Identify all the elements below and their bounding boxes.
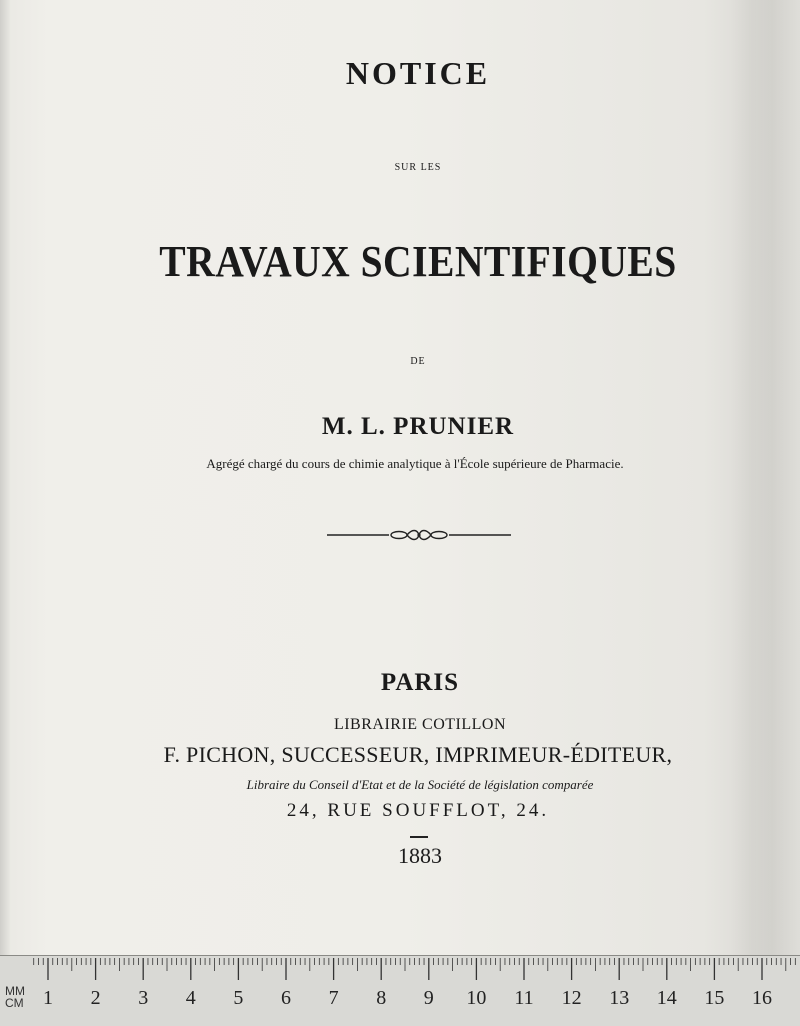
ruler-number: 13 <box>609 987 630 1009</box>
ruler-number: 10 <box>466 987 487 1009</box>
ruler-number: 8 <box>376 987 387 1009</box>
ruler-number: 1 <box>43 987 53 1009</box>
main-title: TRAVAUX SCIENTIFIQUES <box>159 237 677 286</box>
publication-year: 1883 <box>398 843 442 868</box>
ruler-number: 16 <box>752 987 772 1009</box>
bookshop-name: LIBRAIRIE COTILLON <box>333 716 507 733</box>
publisher-affiliation: Libraire du Conseil d'Etat et de la Société de législation comparée <box>246 777 594 792</box>
ruler-scale <box>0 956 800 1026</box>
ruler-number: 9 <box>423 987 434 1009</box>
ruler-number: 12 <box>561 987 582 1009</box>
page-edge <box>0 0 10 955</box>
ornament-divider <box>327 527 511 543</box>
author-name: M. L. PRUNIER <box>321 413 515 440</box>
ruler-number: 11 <box>514 987 534 1009</box>
notice-heading: NOTICE <box>345 55 491 91</box>
publisher-address: 24, RUE SOUFFLOT, 24. <box>286 800 550 821</box>
publisher-name: F. PICHON, SUCCESSEUR, IMPRIMEUR-ÉDITEUR, <box>163 742 673 767</box>
ruler-mm-label: MM <box>5 984 25 998</box>
ruler-number: 5 <box>233 987 244 1009</box>
de-text: DE <box>410 356 426 367</box>
ruler-number: 2 <box>90 987 101 1009</box>
ruler-cm-label: CM <box>5 996 24 1010</box>
ruler-number: 3 <box>138 987 149 1009</box>
publication-city: PARIS <box>380 669 460 696</box>
author-role: Agrégé chargé du cours de chimie analytique à l'École supérieure de Pharmacie. <box>206 456 624 471</box>
short-rule <box>410 836 428 838</box>
ruler-number: 4 <box>185 987 196 1009</box>
ruler-number: 14 <box>656 987 677 1009</box>
ruler-number: 15 <box>704 987 725 1009</box>
ruler-number: 7 <box>328 987 339 1009</box>
measuring-ruler <box>0 955 800 1026</box>
ruler-number: 6 <box>281 987 291 1009</box>
sur-les-text: SUR LES <box>394 162 442 173</box>
